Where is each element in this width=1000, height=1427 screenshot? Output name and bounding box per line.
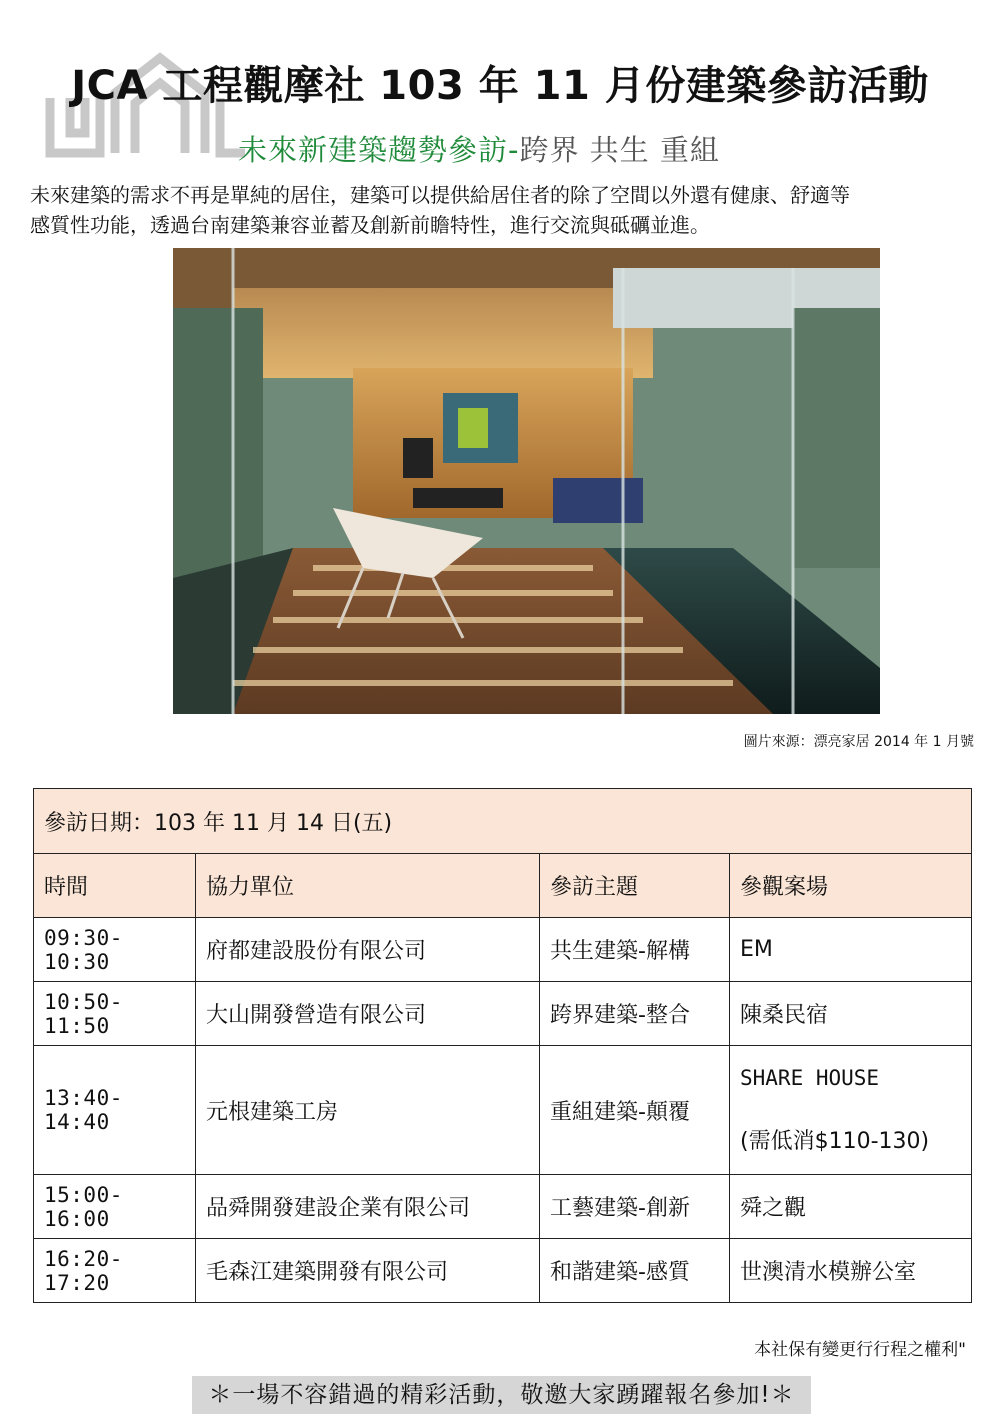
cell-time: 15:00-16:00 (34, 1175, 196, 1239)
cell-site (730, 1046, 972, 1175)
header-site: 參觀案場 (730, 854, 972, 918)
date-row (34, 789, 972, 854)
feature-photo (173, 248, 880, 714)
header-row (34, 854, 972, 918)
cell-time: 10:50-11:50 (34, 982, 196, 1046)
header-time: 時間 (34, 854, 196, 918)
cell-unit: 毛森江建築開發有限公司 (196, 1239, 540, 1303)
intro-line-1: 未來建築的需求不再是單純的居住，建築可以提供給居住者的除了空間以外還有健康、舒適等 (30, 183, 850, 207)
table-row (34, 1175, 972, 1239)
table-row (34, 982, 972, 1046)
cell-site: 舜之觀 (730, 1175, 972, 1239)
cell-time: 13:40-14:40 (34, 1046, 196, 1175)
invite-banner: ＊一場不容錯過的精彩活動，敬邀大家踴躍報名參加!＊ (192, 1376, 811, 1414)
intro-paragraph (30, 180, 980, 240)
schedule-table (33, 788, 972, 1303)
visit-date: 參訪日期：103 年 11 月 14 日(五) (34, 789, 972, 854)
cell-theme: 共生建築-解構 (540, 918, 730, 982)
cell-unit: 品舜開發建設企業有限公司 (196, 1175, 540, 1239)
cell-site: 世澳清水模辦公室 (730, 1239, 972, 1303)
cell-site: 陳桑民宿 (730, 982, 972, 1046)
cell-time: 09:30-10:30 (34, 918, 196, 982)
cell-theme: 和諧建築-感質 (540, 1239, 730, 1303)
table-row (34, 918, 972, 982)
subtitle-main: 未來新建築趨勢參訪- (238, 133, 520, 167)
table-row (34, 1239, 972, 1303)
site-name: SHARE HOUSE (740, 1065, 880, 1090)
header-unit: 協力單位 (196, 854, 540, 918)
table-row (34, 1046, 972, 1175)
cell-unit: 府都建設股份有限公司 (196, 918, 540, 982)
cell-theme: 工藝建築-創新 (540, 1175, 730, 1239)
page-title: JCA 工程觀摩社 103 年 11 月份建築參訪活動 (71, 63, 929, 109)
subtitle-tail: 跨界 共生 重組 (519, 133, 720, 167)
cell-theme: 重組建築-顛覆 (540, 1046, 730, 1175)
header-theme: 參訪主題 (540, 854, 730, 918)
intro-line-2: 感質性功能，透過台南建築兼容並蓄及創新前瞻特性，進行交流與砥礪並進。 (30, 213, 710, 237)
cell-unit: 大山開發營造有限公司 (196, 982, 540, 1046)
cell-time: 16:20-17:20 (34, 1239, 196, 1303)
page-subtitle (238, 128, 720, 169)
cell-theme: 跨界建築-整合 (540, 982, 730, 1046)
rights-note: 本社保有變更行行程之權利" (754, 1340, 966, 1360)
cell-site: EM (730, 918, 972, 982)
cell-unit: 元根建築工房 (196, 1046, 540, 1175)
site-note: (需低消$110-130) (740, 1128, 930, 1154)
photo-credit: 圖片來源：漂亮家居 2014 年 1 月號 (743, 734, 974, 750)
